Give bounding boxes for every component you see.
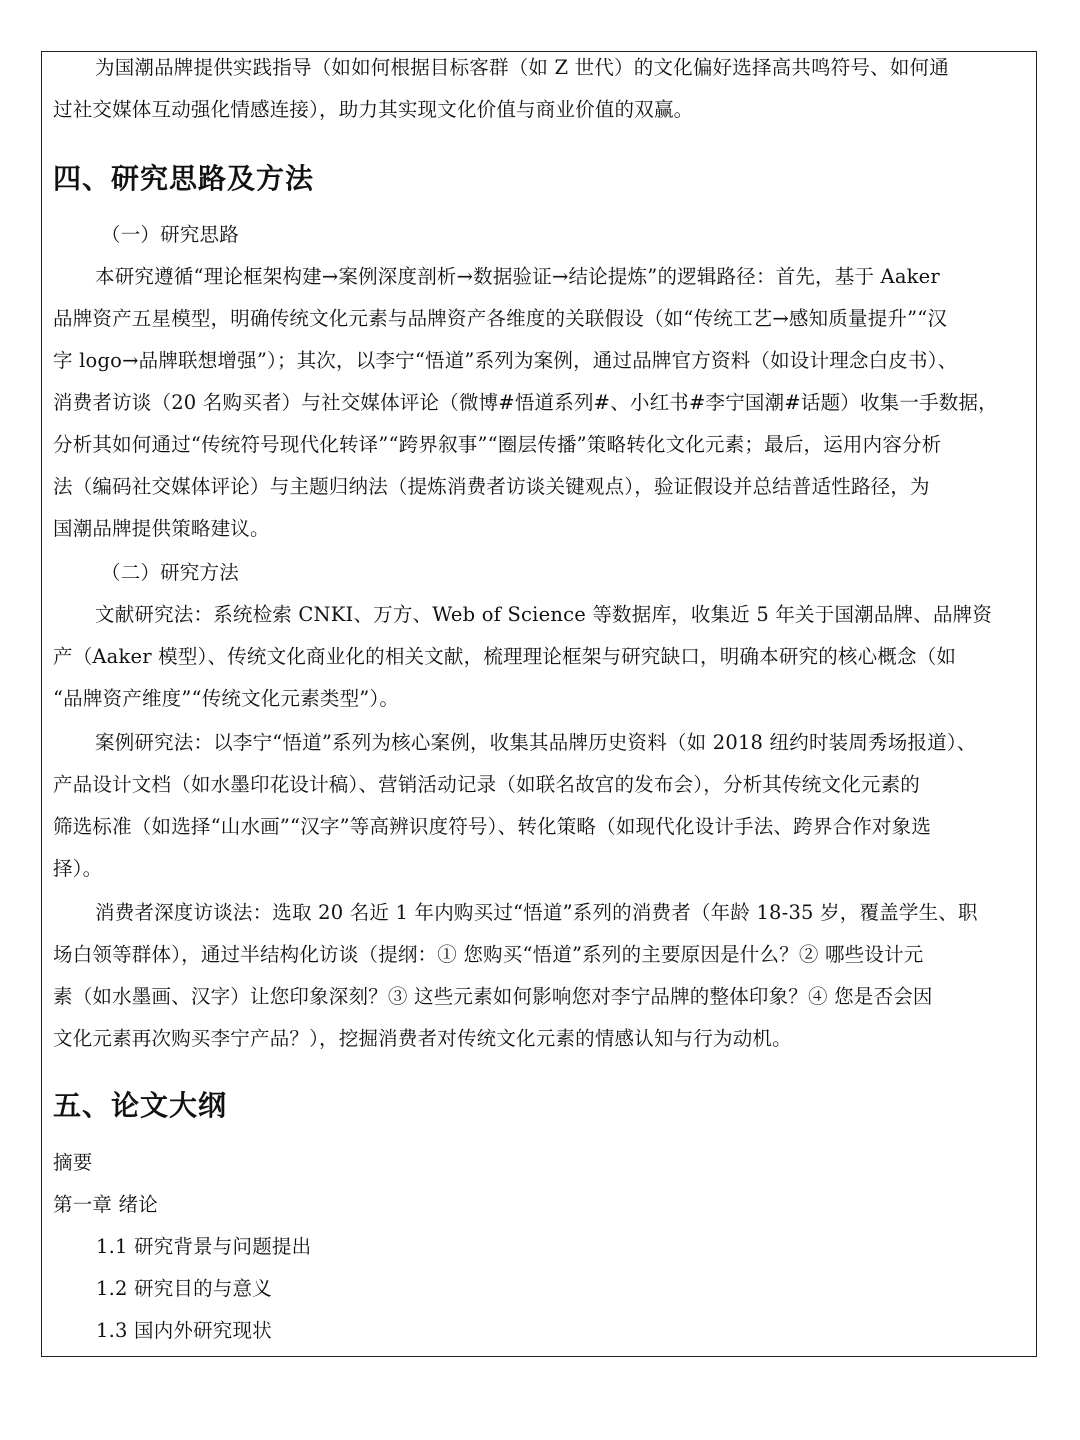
paragraph-line: 分析其如何通过“传统符号现代化转译”“跨界叙事”“圈层传播”策略转化文化元素；最后，运用内容分析 bbox=[53, 433, 942, 456]
paragraph-line: 消费者深度访谈法：选取 20 名近 1 年内购买过“悟道”系列的消费者（年龄 18-35 岁，覆盖学生、职 bbox=[95, 901, 978, 924]
paragraph-line: 产品设计文档（如水墨印花设计稿）、营销活动记录（如联名故宫的发布会），分析其传统文化元素的 bbox=[53, 773, 921, 796]
outline-item: 1.1 研究背景与问题提出 bbox=[96, 1235, 312, 1258]
section-4-heading: 四、研究思路及方法 bbox=[53, 162, 315, 195]
paragraph-line: 素（如水墨画、汉字）让您印象深刻？③ 这些元素如何影响您对李宁品牌的整体印象？④ 您是否会因 bbox=[53, 985, 933, 1008]
paragraph-line: 产（Aaker 模型）、传统文化商业化的相关文献，梳理理论框架与研究缺口，明确本研究的核心概念（如 bbox=[53, 645, 957, 668]
section-5-heading: 五、论文大纲 bbox=[53, 1089, 228, 1122]
outline-item: 1.2 研究目的与意义 bbox=[96, 1277, 272, 1300]
paragraph-line: 场白领等群体），通过半结构化访谈（提纲：① 您购买“悟道”系列的主要原因是什么？② 哪些设计元 bbox=[53, 943, 924, 966]
paragraph-line: 国潮品牌提供策略建议。 bbox=[53, 517, 270, 540]
subsection-research-approach-title: （一）研究思路 bbox=[101, 223, 239, 246]
paragraph-line: 字 logo→品牌联想增强”）；其次，以李宁“悟道”系列为案例，通过品牌官方资料（如设计理念白皮书）、 bbox=[53, 349, 958, 372]
paragraph-line: 筛选标准（如选择“山水画”“汉字”等高辨识度符号）、转化策略（如现代化设计手法、跨界合作对象选 bbox=[53, 815, 932, 838]
paragraph-line: 文化元素再次购买李宁产品？），挖掘消费者对传统文化元素的情感认知与行为动机。 bbox=[53, 1027, 792, 1050]
paragraph-line: 案例研究法：以李宁“悟道”系列为核心案例，收集其品牌历史资料（如 2018 纽约时装周秀场报道）、 bbox=[95, 731, 977, 754]
outline-item: 1.3 国内外研究现状 bbox=[96, 1319, 272, 1342]
intro-line-2: 过社交媒体互动强化情感连接），助力其实现文化价值与商业价值的双赢。 bbox=[53, 98, 694, 121]
document-frame bbox=[41, 51, 1037, 1357]
paragraph-line: 消费者访谈（20 名购买者）与社交媒体评论（微博#悟道系列#、小红书#李宁国潮#话题）收集一手数据， bbox=[53, 391, 998, 414]
outline-chapter-1: 第一章 绪论 bbox=[53, 1193, 158, 1216]
paragraph-line: “品牌资产维度”“传统文化元素类型”）。 bbox=[53, 687, 400, 710]
paragraph-line: 法（编码社交媒体评论）与主题归纳法（提炼消费者访谈关键观点），验证假设并总结普适性路径，为 bbox=[53, 475, 930, 498]
paragraph-line: 品牌资产五星模型，明确传统文化元素与品牌资产各维度的关联假设（如“传统工艺→感知质量提升”“汉 bbox=[53, 307, 948, 330]
paragraph-line: 文献研究法：系统检索 CNKI、万方、Web of Science 等数据库，收集近 5 年关于国潮品牌、品牌资 bbox=[95, 603, 993, 626]
paragraph-line: 择）。 bbox=[53, 857, 103, 880]
intro-line-1: 为国潮品牌提供实践指导（如如何根据目标客群（如 Z 世代）的文化偏好选择高共鸣符号、如何通 bbox=[95, 56, 949, 79]
outline-abstract: 摘要 bbox=[53, 1151, 93, 1174]
paragraph-line: 本研究遵循“理论框架构建→案例深度剖析→数据验证→结论提炼”的逻辑路径：首先，基于 Aaker bbox=[95, 265, 940, 288]
subsection-research-methods-title: （二）研究方法 bbox=[101, 561, 239, 584]
